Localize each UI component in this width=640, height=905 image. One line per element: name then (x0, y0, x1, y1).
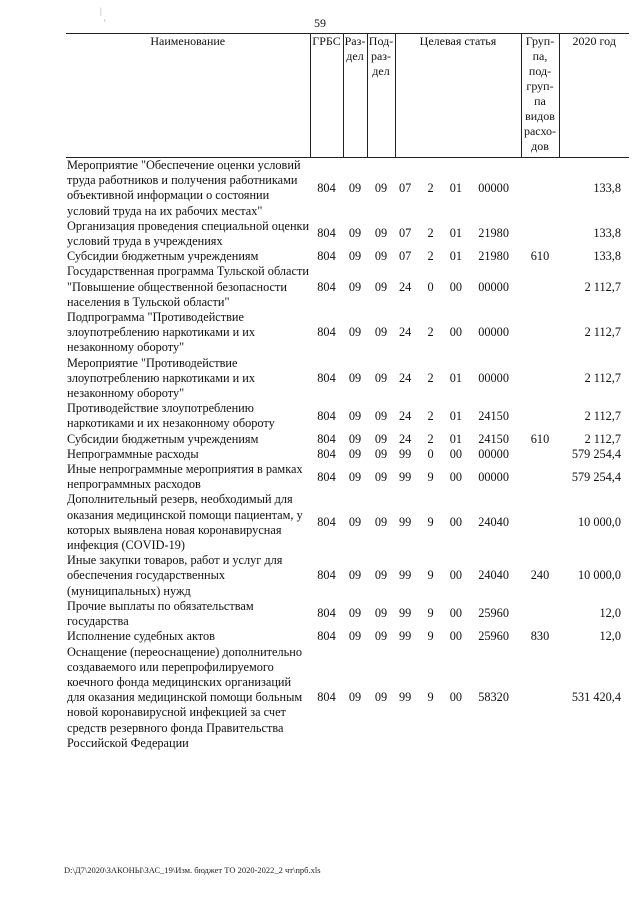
row-sum-2020: 579 254,4 (571, 446, 621, 461)
row-razdel: 09 (348, 249, 362, 264)
header-name: Наименование (66, 34, 310, 158)
target-code-part: 24 (399, 408, 412, 423)
row-name: Оснащение (переоснащение) дополнительно создаваемого или перепрофилируемого коечного фонда медицинских организаций для оказания медицинской помощи больным новой коронавирусной инфекцией за счет средств резервного фонда Правительства Российской Федерации (67, 644, 303, 750)
target-code-part: 25960 (478, 606, 509, 621)
row-target-code (395, 432, 521, 447)
target-code-part: 99 (399, 606, 412, 621)
row-razdel: 09 (348, 180, 362, 195)
row-target-code (395, 462, 521, 492)
target-code-part: 00 (449, 469, 463, 484)
row-sum-2020: 12,0 (599, 629, 621, 644)
target-code-part: 21980 (478, 249, 509, 264)
target-code-part: 00 (449, 446, 463, 461)
target-code-part: 9 (427, 606, 434, 621)
row-grbs: 804 (317, 279, 336, 294)
row-grbs: 804 (317, 629, 336, 644)
target-code-part: 00 (449, 690, 463, 705)
target-code-part: 00 (449, 629, 463, 644)
row-expense-group (521, 645, 559, 751)
row-expense-group (521, 310, 559, 356)
target-code-part: 01 (449, 226, 463, 241)
row-podrazdel: 09 (374, 408, 388, 423)
header-group: Груп- па, под- груп- па видов расхо- дов (521, 34, 559, 158)
table-row (66, 432, 629, 447)
table-row (66, 629, 629, 644)
target-code-part: 00 (449, 568, 463, 583)
row-grbs: 804 (317, 249, 336, 264)
table-row (66, 401, 629, 431)
table-row (66, 310, 629, 356)
row-name: Прочие выплаты по обязательствам государства (67, 598, 254, 629)
row-sum-2020: 2 112,7 (584, 408, 621, 423)
target-code-part: 00 (449, 515, 463, 530)
row-grbs: 804 (317, 446, 336, 461)
target-code-part: 24150 (478, 408, 509, 423)
row-razdel: 09 (348, 568, 362, 583)
table-row (66, 219, 629, 249)
row-razdel: 09 (348, 370, 362, 385)
row-expense-group (521, 492, 559, 553)
row-razdel: 09 (348, 446, 362, 461)
target-code-part: 9 (427, 469, 434, 484)
row-sum-2020: 12,0 (599, 606, 621, 621)
row-sum-2020: 10 000,0 (577, 515, 621, 530)
row-podrazdel: 09 (374, 568, 388, 583)
target-code-part: 00 (449, 325, 463, 340)
row-target-code (395, 629, 521, 644)
target-code-part: 99 (399, 515, 412, 530)
row-podrazdel: 09 (374, 279, 388, 294)
row-razdel: 09 (348, 606, 362, 621)
row-grbs: 804 (317, 408, 336, 423)
target-code-part: 00000 (478, 325, 509, 340)
row-podrazdel: 09 (374, 431, 388, 446)
file-path-footer: D:\Д7\2020\ЗАКОНЫ\ЗАС_19\Изм. бюджет ТО 2020-2022_2 чт\прб.xls (64, 865, 321, 875)
target-code-part: 01 (449, 431, 463, 446)
target-code-part: 00000 (478, 180, 509, 195)
row-target-code (395, 219, 521, 249)
target-code-part: 2 (427, 226, 434, 241)
row-podrazdel: 09 (374, 469, 388, 484)
row-name: Иные закупки товаров, работ и услуг для обеспечения государственных (муниципальных) нужд (67, 553, 283, 598)
target-code-part: 2 (427, 431, 434, 446)
row-podrazdel: 09 (374, 515, 388, 530)
target-code-part: 07 (399, 249, 412, 264)
target-code-part: 21980 (478, 226, 509, 241)
page-number: 59 (314, 16, 326, 30)
target-code-part: 24 (399, 325, 412, 340)
target-code-part: 58320 (478, 690, 509, 705)
row-sum-2020: 2 112,7 (584, 370, 621, 385)
target-code-part: 00000 (478, 370, 509, 385)
row-podrazdel: 09 (374, 629, 388, 644)
target-code-part: 24040 (478, 568, 509, 583)
header-podrazdel: Под- раз- дел (367, 34, 395, 158)
table-row (66, 599, 629, 629)
header-target: Целевая статья (395, 34, 521, 158)
scan-mark: ' (104, 18, 106, 28)
target-code-part: 01 (449, 370, 463, 385)
row-target-code (395, 264, 521, 310)
row-expense-group (521, 401, 559, 431)
table-header (66, 34, 629, 158)
row-expense-group: 610 (530, 249, 550, 264)
row-expense-group (521, 447, 559, 462)
target-code-part: 01 (449, 408, 463, 423)
target-code-part: 01 (449, 249, 463, 264)
row-razdel: 09 (348, 279, 362, 294)
row-razdel: 09 (348, 469, 362, 484)
table-row (66, 158, 629, 219)
row-grbs: 804 (317, 370, 336, 385)
target-code-part: 9 (427, 515, 434, 530)
row-razdel: 09 (348, 515, 362, 530)
row-name: Дополнительный резерв, необходимый для оказания медицинской помощи пациентам, у которых выявлена новая коронавирусная инфекция (COVID-19) (67, 492, 303, 553)
target-code-part: 0 (427, 446, 434, 461)
target-code-part: 00000 (478, 446, 509, 461)
table-row (66, 356, 629, 402)
row-grbs: 804 (317, 568, 336, 583)
target-code-part: 25960 (478, 629, 509, 644)
table-row (66, 264, 629, 310)
target-code-part: 2 (427, 180, 434, 195)
target-code-part: 24 (399, 431, 412, 446)
row-grbs: 804 (317, 469, 336, 484)
row-target-code (395, 356, 521, 402)
row-razdel: 09 (348, 325, 362, 340)
row-grbs: 804 (317, 325, 336, 340)
target-code-part: 24 (399, 279, 412, 294)
row-name: Подпрограмма "Противодействие злоупотреблению наркотиками и их незаконному обороту" (67, 310, 256, 355)
row-name: Субсидии бюджетным учреждениям (67, 431, 259, 446)
row-expense-group: 610 (530, 431, 550, 446)
row-target-code (395, 401, 521, 431)
row-expense-group (521, 219, 559, 249)
row-name: Субсидии бюджетным учреждениям (67, 249, 259, 264)
row-expense-group (521, 356, 559, 402)
target-code-part: 99 (399, 568, 412, 583)
row-razdel: 09 (348, 226, 362, 241)
table-row (66, 645, 629, 751)
row-sum-2020: 133,8 (593, 226, 621, 241)
target-code-part: 24150 (478, 431, 509, 446)
scan-mark: | (100, 6, 102, 16)
row-name: Мероприятие "Обеспечение оценки условий труда работников и получения работниками объективной информации о состоянии условий труда на их рабочих местах" (67, 158, 301, 218)
row-sum-2020: 531 420,4 (571, 690, 621, 705)
row-target-code (395, 645, 521, 751)
target-code-part: 07 (399, 180, 412, 195)
target-code-part: 24040 (478, 515, 509, 530)
row-podrazdel: 09 (374, 606, 388, 621)
row-podrazdel: 09 (374, 690, 388, 705)
row-grbs: 804 (317, 226, 336, 241)
row-razdel: 09 (348, 629, 362, 644)
row-grbs: 804 (317, 606, 336, 621)
row-expense-group (521, 462, 559, 492)
row-podrazdel: 09 (374, 370, 388, 385)
row-name: Противодействие злоупотреблению наркотиками и их незаконному обороту (67, 401, 275, 431)
target-code-part: 01 (449, 180, 463, 195)
row-target-code (395, 492, 521, 553)
row-grbs: 804 (317, 431, 336, 446)
row-expense-group (521, 599, 559, 629)
target-code-part: 00 (449, 279, 463, 294)
target-code-part: 2 (427, 408, 434, 423)
row-sum-2020: 133,8 (593, 249, 621, 264)
target-code-part: 24 (399, 370, 412, 385)
budget-table (66, 33, 629, 751)
target-code-part: 07 (399, 226, 412, 241)
target-code-part: 9 (427, 690, 434, 705)
row-razdel: 09 (348, 690, 362, 705)
header-year: 2020 год (559, 34, 629, 158)
table-row (66, 462, 629, 492)
target-code-part: 99 (399, 690, 412, 705)
row-target-code (395, 447, 521, 462)
target-code-part: 99 (399, 469, 412, 484)
row-sum-2020: 2 112,7 (584, 431, 621, 446)
row-name: Исполнение судебных актов (67, 629, 215, 644)
row-target-code (395, 249, 521, 264)
row-target-code (395, 599, 521, 629)
row-expense-group (521, 158, 559, 219)
target-code-part: 2 (427, 249, 434, 264)
table-row (66, 249, 629, 264)
row-target-code (395, 553, 521, 599)
row-name: Иные непрограммные мероприятия в рамках непрограммных расходов (67, 462, 303, 492)
row-name: Непрограммные расходы (67, 446, 199, 461)
row-sum-2020: 2 112,7 (584, 279, 621, 294)
table-row (66, 492, 629, 553)
header-grbs: ГРБС (310, 34, 343, 158)
row-name: Государственная программа Тульской области "Повышение общественной безопасности населения в Тульской области" (67, 264, 309, 309)
row-name: Мероприятие "Противодействие злоупотреблению наркотиками и их незаконному обороту" (67, 355, 256, 401)
target-code-part: 9 (427, 568, 434, 583)
row-target-code (395, 310, 521, 356)
row-razdel: 09 (348, 408, 362, 423)
row-expense-group: 830 (530, 629, 550, 644)
row-expense-group (521, 264, 559, 310)
row-sum-2020: 579 254,4 (571, 469, 621, 484)
row-sum-2020: 2 112,7 (584, 325, 621, 340)
row-grbs: 804 (317, 515, 336, 530)
header-razdel: Раз- дел (343, 34, 367, 158)
target-code-part: 2 (427, 325, 434, 340)
row-target-code (395, 158, 521, 219)
target-code-part: 9 (427, 629, 434, 644)
table-row (66, 447, 629, 462)
row-podrazdel: 09 (374, 226, 388, 241)
target-code-part: 2 (427, 370, 434, 385)
target-code-part: 00000 (478, 469, 509, 484)
row-podrazdel: 09 (374, 249, 388, 264)
row-razdel: 09 (348, 431, 362, 446)
row-grbs: 804 (317, 180, 336, 195)
table-row (66, 553, 629, 599)
row-sum-2020: 133,8 (593, 180, 621, 195)
target-code-part: 00000 (478, 279, 509, 294)
target-code-part: 0 (427, 279, 434, 294)
target-code-part: 99 (399, 629, 412, 644)
row-grbs: 804 (317, 690, 336, 705)
row-name: Организация проведения специальной оценки условий труда в учреждениях (67, 218, 310, 249)
target-code-part: 99 (399, 446, 412, 461)
row-expense-group: 240 (530, 568, 550, 583)
row-podrazdel: 09 (374, 325, 388, 340)
row-podrazdel: 09 (374, 446, 388, 461)
row-sum-2020: 10 000,0 (577, 568, 621, 583)
target-code-part: 00 (449, 606, 463, 621)
row-podrazdel: 09 (374, 180, 388, 195)
